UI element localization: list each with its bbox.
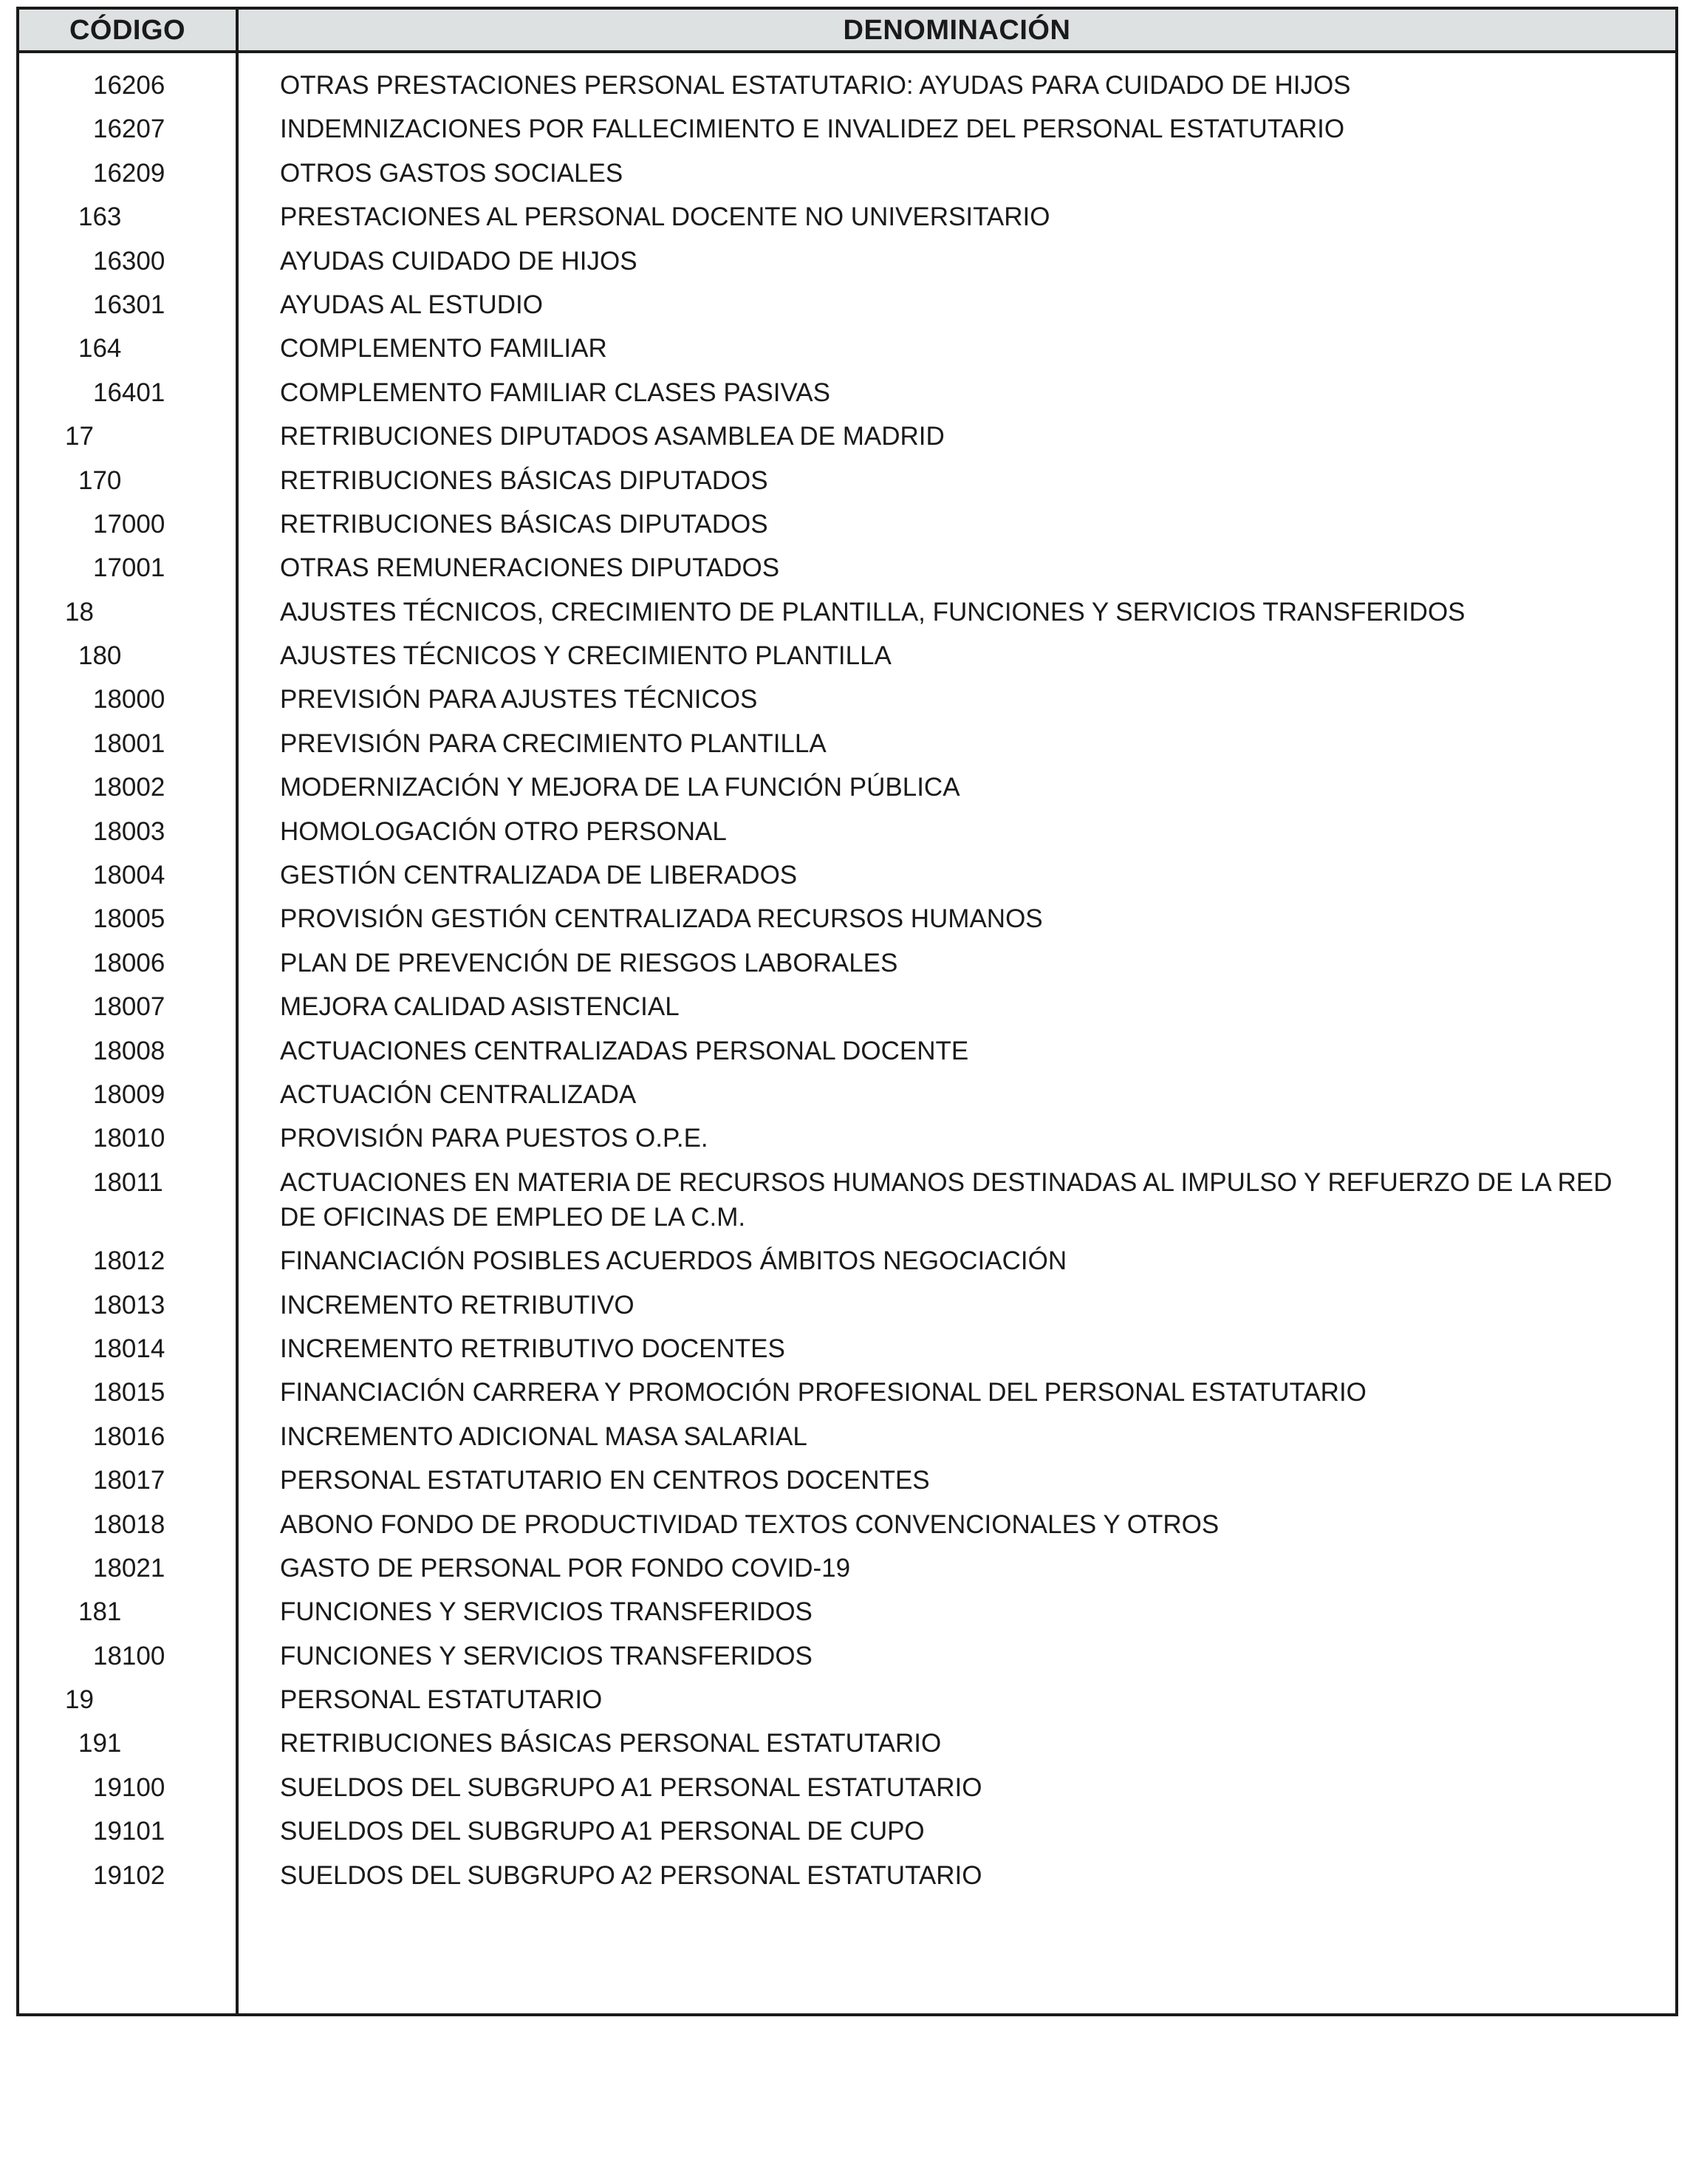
table-row [19,463,1675,498]
table-row [19,419,1675,454]
table-row [19,1551,1675,1586]
table-row [19,1507,1675,1542]
row-name: INCREMENTO RETRIBUTIVO DOCENTES [280,1334,785,1363]
row-name: PROVISIÓN GESTIÓN CENTRALIZADA RECURSOS HUMANOS [280,904,1043,934]
row-code: 18021 [93,1553,165,1583]
row-code: 18000 [93,685,165,714]
row-name: COMPLEMENTO FAMILIAR [280,334,607,364]
table-row [19,244,1675,279]
table-row [19,595,1675,629]
row-code: 181 [78,1597,122,1627]
row-code: 19100 [93,1772,165,1802]
row-name: INDEMNIZACIONES POR FALLECIMIENTO E INVALIDEZ DEL PERSONAL ESTATUTARIO [280,115,1345,144]
table-row [19,726,1675,761]
table-row [19,638,1675,673]
table-row [19,156,1675,191]
table-row [19,507,1675,542]
table-row [19,989,1675,1024]
row-code: 180 [78,641,122,671]
row-name: MEJORA CALIDAD ASISTENCIAL [280,992,680,1022]
row-name: PERSONAL ESTATUTARIO EN CENTROS DOCENTES [280,1466,930,1495]
row-code: 18016 [93,1422,165,1451]
row-name: FINANCIACIÓN CARRERA Y PROMOCIÓN PROFESIONAL DEL PERSONAL ESTATUTARIO [280,1378,1367,1407]
row-code: 18003 [93,816,165,846]
row-code: 18007 [93,992,165,1022]
table-row [19,375,1675,410]
row-code: 18018 [93,1509,165,1539]
table-row [19,199,1675,234]
row-code: 18014 [93,1334,165,1363]
budget-code-table [16,7,1678,2016]
row-code: 18006 [93,948,165,977]
row-name: AYUDAS CUIDADO DE HIJOS [280,246,637,276]
table-row [19,331,1675,366]
row-name: AYUDAS AL ESTUDIO [280,290,543,319]
row-name: FINANCIACIÓN POSIBLES ACUERDOS ÁMBITOS NEGOCIACIÓN [280,1246,1067,1276]
row-name: SUELDOS DEL SUBGRUPO A1 PERSONAL ESTATUTARIO [280,1772,982,1802]
row-name: PLAN DE PREVENCIÓN DE RIESGOS LABORALES [280,948,898,977]
row-code: 18010 [93,1124,165,1153]
row-code: 18015 [93,1378,165,1407]
column-header-code: CÓDIGO [69,15,186,46]
row-name: ABONO FONDO DE PRODUCTIVIDAD TEXTOS CONVENCIONALES Y OTROS [280,1509,1220,1539]
row-name: AJUSTES TÉCNICOS Y CRECIMIENTO PLANTILLA [280,641,892,671]
table-row [19,1034,1675,1068]
row-code: 170 [78,465,122,495]
table-row [19,1726,1675,1761]
row-name: PREVISIÓN PARA AJUSTES TÉCNICOS [280,685,758,714]
row-name: RETRIBUCIONES BÁSICAS DIPUTADOS [280,465,768,495]
row-name: ACTUACIONES EN MATERIA DE RECURSOS HUMANOS DESTINADAS AL IMPULSO Y REFUERZO DE LA RED DE OFICINAS DE EMPLEO DE LA C.M. [280,1167,1612,1232]
row-code: 18004 [93,861,165,890]
row-name: INCREMENTO RETRIBUTIVO [280,1290,635,1320]
row-name: RETRIBUCIONES BÁSICAS PERSONAL ESTATUTARIO [280,1729,942,1758]
row-name: OTRAS REMUNERACIONES DIPUTADOS [280,553,780,583]
row-code: 16401 [93,378,165,407]
table-row [19,1331,1675,1366]
row-code: 18013 [93,1290,165,1320]
row-name: GASTO DE PERSONAL POR FONDO COVID-19 [280,1553,851,1583]
row-code: 16301 [93,290,165,319]
row-code: 191 [78,1729,122,1758]
table-row [19,1682,1675,1717]
row-code: 164 [78,334,122,364]
row-code: 18008 [93,1036,165,1065]
table-header [19,10,1675,53]
table-row [19,770,1675,805]
row-code: 18100 [93,1641,165,1671]
table-row [19,1419,1675,1454]
row-name: SUELDOS DEL SUBGRUPO A2 PERSONAL ESTATUTARIO [280,1860,982,1890]
table-row [19,1375,1675,1410]
table-row [19,1288,1675,1323]
row-code: 16206 [93,71,165,100]
row-name: PROVISIÓN PARA PUESTOS O.P.E. [280,1124,708,1153]
row-code: 17001 [93,553,165,583]
row-code: 19 [65,1685,94,1715]
row-name: COMPLEMENTO FAMILIAR CLASES PASIVAS [280,378,830,407]
row-name: SUELDOS DEL SUBGRUPO A1 PERSONAL DE CUPO [280,1817,925,1846]
table-row [19,550,1675,585]
table-row [19,946,1675,980]
row-name: PRESTACIONES AL PERSONAL DOCENTE NO UNIVERSITARIO [280,202,1050,232]
table-row [19,1165,1675,1235]
row-code: 18012 [93,1246,165,1276]
table-row [19,1594,1675,1629]
table-row [19,68,1675,103]
table-row [19,112,1675,146]
row-code: 18001 [93,728,165,758]
row-code: 18 [65,597,94,627]
table-row [19,1121,1675,1156]
column-header-name: DENOMINACIÓN [843,15,1071,46]
table-body [19,68,1675,1902]
row-name: GESTIÓN CENTRALIZADA DE LIBERADOS [280,861,798,890]
row-name: ACTUACIÓN CENTRALIZADA [280,1079,637,1109]
row-name: HOMOLOGACIÓN OTRO PERSONAL [280,816,727,846]
table-row [19,901,1675,936]
row-name: MODERNIZACIÓN Y MEJORA DE LA FUNCIÓN PÚBLICA [280,773,960,802]
table-row [19,814,1675,849]
table-row [19,287,1675,322]
row-name: RETRIBUCIONES BÁSICAS DIPUTADOS [280,509,768,539]
row-name: ACTUACIONES CENTRALIZADAS PERSONAL DOCENTE [280,1036,969,1065]
table-row [19,1639,1675,1673]
row-code: 16300 [93,246,165,276]
row-name: AJUSTES TÉCNICOS, CRECIMIENTO DE PLANTILLA, FUNCIONES Y SERVICIOS TRANSFERIDOS [280,597,1465,627]
row-code: 16207 [93,115,165,144]
row-name: FUNCIONES Y SERVICIOS TRANSFERIDOS [280,1597,813,1627]
table-row [19,1243,1675,1278]
row-name: PERSONAL ESTATUTARIO [280,1685,603,1715]
row-name: RETRIBUCIONES DIPUTADOS ASAMBLEA DE MADRID [280,422,945,451]
row-name: OTRAS PRESTACIONES PERSONAL ESTATUTARIO: AYUDAS PARA CUIDADO DE HIJOS [280,71,1351,100]
row-code: 17 [65,422,94,451]
row-code: 17000 [93,509,165,539]
row-name: PREVISIÓN PARA CRECIMIENTO PLANTILLA [280,728,827,758]
row-code: 18009 [93,1079,165,1109]
table-row [19,1814,1675,1849]
row-code: 18005 [93,904,165,934]
row-code: 18017 [93,1466,165,1495]
row-code: 163 [78,202,122,232]
row-name: FUNCIONES Y SERVICIOS TRANSFERIDOS [280,1641,813,1671]
row-code: 18002 [93,773,165,802]
table-row [19,1858,1675,1893]
table-row [19,1770,1675,1805]
table-row [19,682,1675,717]
row-code: 16209 [93,158,165,188]
row-code: 19102 [93,1860,165,1890]
table-row [19,858,1675,893]
row-code: 18011 [93,1167,163,1197]
table-row [19,1077,1675,1112]
row-name: INCREMENTO ADICIONAL MASA SALARIAL [280,1422,807,1451]
table-row [19,1463,1675,1498]
row-name: OTROS GASTOS SOCIALES [280,158,623,188]
row-code: 19101 [93,1817,165,1846]
